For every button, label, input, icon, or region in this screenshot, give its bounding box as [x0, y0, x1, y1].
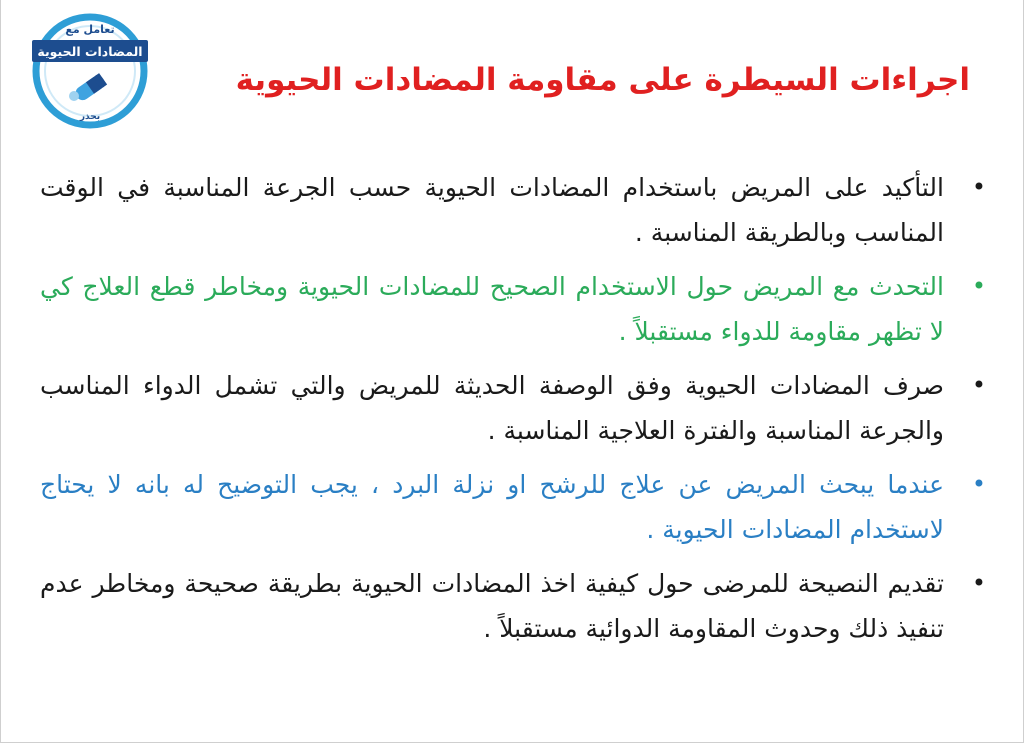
logo-bottom-text: بحذر: [79, 112, 101, 122]
antibiotics-logo: [30, 6, 150, 136]
list-item: [40, 165, 990, 255]
list-item-text: التأكيد على المريض باستخدام المضادات الحيوية حسب الجرعة المناسبة في الوقت المناسب وبالطريقة المناسبة .: [40, 173, 944, 247]
bullet-icon: •: [971, 470, 986, 498]
bullet-icon: •: [971, 272, 986, 300]
bullet-icon: •: [971, 569, 986, 597]
tablet-icon: [69, 91, 79, 101]
list-item-text: التحدث مع المريض حول الاستخدام الصحيح للمضادات الحيوية ومخاطر قطع العلاج كي لا تظهر مقاومة للدواء مستقبلاً .: [40, 272, 944, 346]
list-item: [40, 363, 990, 453]
bullet-icon: •: [971, 371, 986, 399]
bullet-icon: •: [971, 173, 986, 201]
logo-top-text: تعامل مع: [65, 23, 115, 36]
list-item: [40, 462, 990, 552]
logo-banner-text: المضادات الحيوية: [37, 44, 143, 59]
list-item-text: عندما يبحث المريض عن علاج للرشح او نزلة البرد ، يجب التوضيح له بانه لا يحتاج لاستخدام المضادات الحيوية .: [40, 470, 944, 544]
list-item-text: تقديم النصيحة للمرضى حول كيفية اخذ المضادات الحيوية بطريقة صحيحة ومخاطر عدم تنفيذ ذلك وحدوث المقاومة الدوائية مستقبلاً .: [40, 569, 944, 643]
list-item: [40, 561, 990, 651]
measures-list: [40, 165, 990, 660]
list-item: [40, 264, 990, 354]
page-title: اجراءات السيطرة على مقاومة المضادات الحيوية: [235, 62, 970, 98]
list-item-text: صرف المضادات الحيوية وفق الوصفة الحديثة للمريض والتي تشمل الدواء المناسب والجرعة المناسبة والفترة العلاجية المناسبة .: [40, 371, 944, 445]
